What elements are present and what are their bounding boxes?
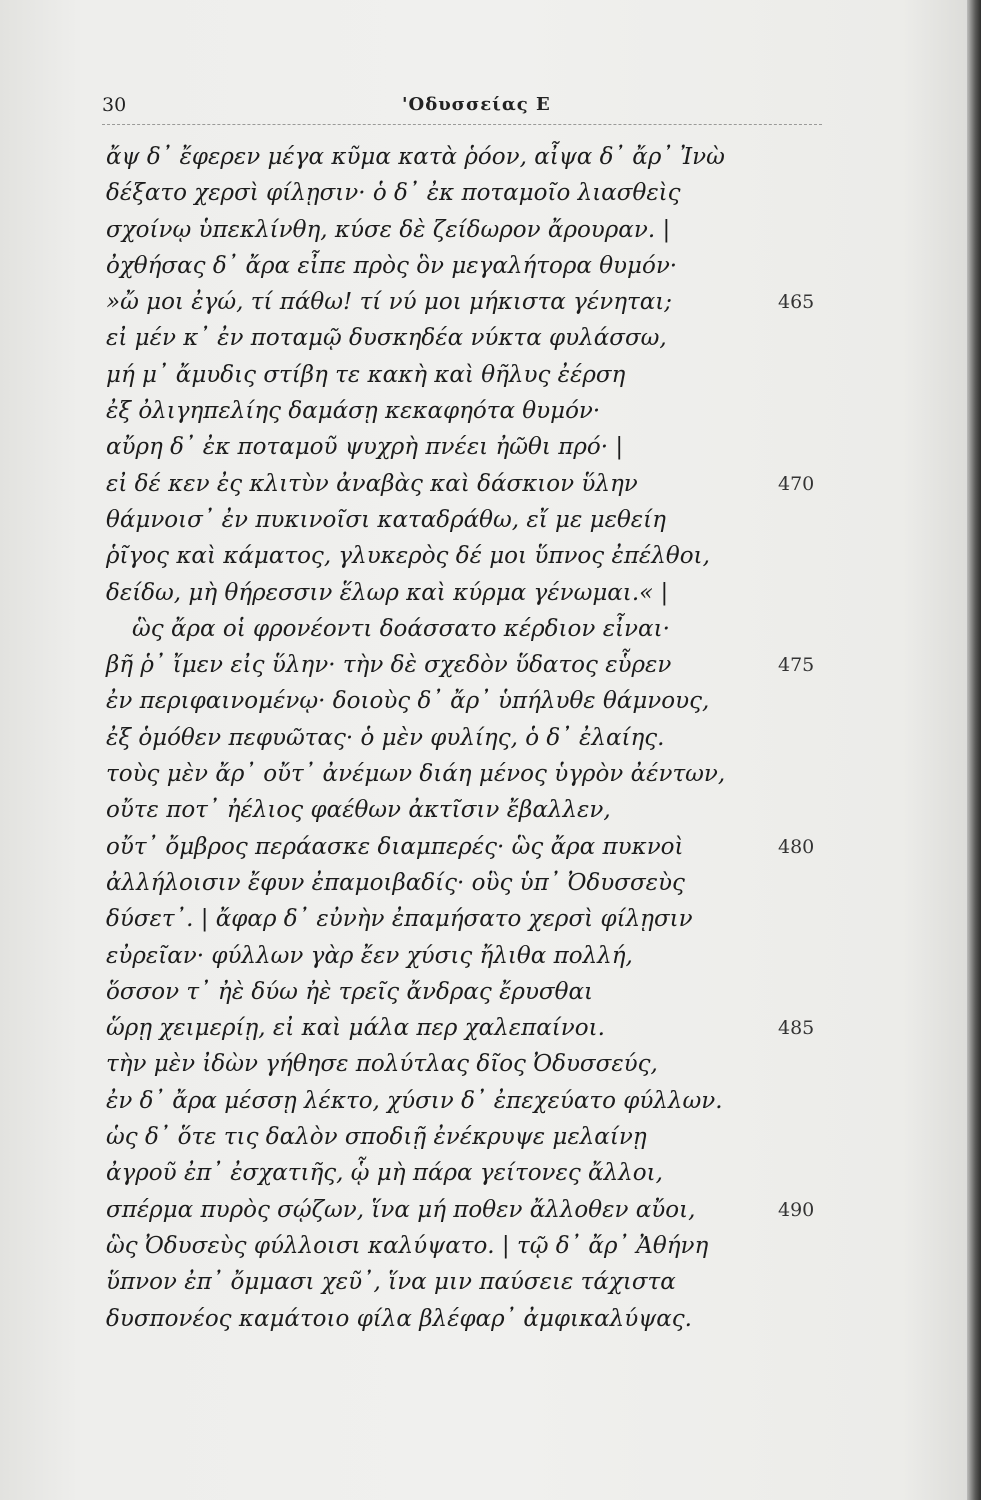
verse-line bbox=[106, 1010, 826, 1046]
verse-line bbox=[106, 502, 826, 538]
verse-text: ὕπνον ἐπ᾽ ὄμμασι χεῦ᾽, ἵνα μιν παύσειε τάχιστα bbox=[106, 1269, 676, 1296]
header-rule bbox=[102, 124, 822, 125]
verse-text: ὅσσον τ᾽ ἠὲ δύω ἠὲ τρεῖς ἄνδρας ἔρυσθαι bbox=[106, 978, 594, 1005]
verse-text: ἐν περιφαινομένῳ· δοιοὺς δ᾽ ἄρ᾽ ὑπήλυθε θάμνους, bbox=[106, 688, 710, 715]
verse-line bbox=[106, 611, 826, 647]
verse-text: εὐρεῖαν· φύλλων γὰρ ἔεν χύσις ἤλιθα πολλή, bbox=[106, 942, 633, 969]
verse-line bbox=[106, 1301, 826, 1337]
verse-text: ἐξ ὁμόθεν πεφυῶτας· ὁ μὲν φυλίης, ὁ δ᾽ ἐλαίης. bbox=[106, 724, 665, 751]
verse-text: αὔρη δ᾽ ἐκ ποταμοῦ ψυχρὴ πνέει ἠῶθι πρό· | bbox=[106, 434, 624, 461]
running-head bbox=[102, 94, 822, 124]
verse-text: οὔτ᾽ ὄμβρος περάασκε διαμπερές· ὣς ἄρα πυκνοὶ bbox=[106, 833, 684, 860]
verse-text: μή μ᾽ ἄμυδις στίβη τε κακὴ καὶ θῆλυς ἐέρση bbox=[106, 361, 626, 388]
verse-text: ῥῖγος καὶ κάματος, γλυκερὸς δέ μοι ὕπνος ἐπέλθοι, bbox=[106, 543, 710, 570]
verse-text: εἰ μέν κ᾽ ἐν ποταμῷ δυσκηδέα νύκτα φυλάσσω, bbox=[106, 325, 667, 352]
verse-text: δέξατο χερσὶ φίλῃσιν· ὁ δ᾽ ἐκ ποταμοῖο λιασθεὶς bbox=[106, 180, 681, 207]
verse-list bbox=[106, 139, 826, 1337]
verse-text: ἀλλήλοισιν ἔφυν ἐπαμοιβαδίς· οὓς ὑπ᾽ Ὀδυσσεὺς bbox=[106, 869, 685, 896]
verse-line bbox=[106, 212, 826, 248]
verse-text: ἐν δ᾽ ἄρα μέσσῃ λέκτο, χύσιν δ᾽ ἐπεχεύατο φύλλων. bbox=[106, 1087, 723, 1114]
verse-text: δύσετ᾽. | ἄφαρ δ᾽ εὐνὴν ἐπαμήσατο χερσὶ φίλῃσιν bbox=[106, 906, 693, 933]
verse-text: δείδω, μὴ θήρεσσιν ἕλωρ καὶ κύρμα γένωμαι.« | bbox=[106, 579, 669, 606]
line-number: 490 bbox=[778, 1198, 815, 1221]
line-number: 485 bbox=[778, 1017, 815, 1040]
verse-line bbox=[106, 284, 826, 320]
verse-line bbox=[106, 429, 826, 465]
verse-line bbox=[106, 1155, 826, 1191]
verse-line bbox=[106, 320, 826, 356]
verse-text: οὔτε ποτ᾽ ἠέλιος φαέθων ἀκτῖσιν ἔβαλλεν, bbox=[106, 797, 611, 824]
verse-text: ὡς δ᾽ ὅτε τις δαλὸν σποδιῇ ἐνέκρυψε μελαίνῃ bbox=[106, 1124, 647, 1151]
verse-line bbox=[106, 1046, 826, 1082]
line-number: 470 bbox=[778, 472, 815, 495]
verse-line bbox=[106, 792, 826, 828]
verse-text: »ὤ μοι ἐγώ, τί πάθω! τί νύ μοι μήκιστα γένηται; bbox=[106, 289, 673, 316]
verse-line bbox=[106, 466, 826, 502]
running-head-title: 'Οδυσσείας Ε bbox=[402, 94, 551, 115]
verse-line bbox=[106, 683, 826, 719]
verse-text: ἐξ ὀλιγηπελίης δαμάσῃ κεκαφηότα θυμόν· bbox=[106, 398, 601, 425]
verse-line bbox=[106, 1228, 826, 1264]
verse-text: δυσπονέος καμάτοιο φίλα βλέφαρ᾽ ἀμφικαλύψας. bbox=[106, 1305, 692, 1332]
verse-line bbox=[106, 393, 826, 429]
verse-line bbox=[106, 720, 826, 756]
verse-text: θάμνοισ᾽ ἐν πυκινοῖσι καταδράθω, εἴ με μεθείη bbox=[106, 506, 666, 533]
verse-line bbox=[106, 357, 826, 393]
page-number: 30 bbox=[102, 94, 127, 116]
verse-text: ὣς ἄρα οἱ φρονέοντι δοάσσατο κέρδιον εἶναι· bbox=[132, 615, 670, 642]
verse-text: ἀγροῦ ἐπ᾽ ἐσχατιῆς, ᾧ μὴ πάρα γείτονες ἄλλοι, bbox=[106, 1160, 663, 1187]
verse-line bbox=[106, 901, 826, 937]
verse-line bbox=[106, 829, 826, 865]
verse-line bbox=[106, 756, 826, 792]
verse-line bbox=[106, 974, 826, 1010]
verse-line bbox=[106, 865, 826, 901]
verse-line bbox=[106, 538, 826, 574]
line-number: 465 bbox=[778, 291, 815, 314]
verse-text: τοὺς μὲν ἄρ᾽ οὔτ᾽ ἀνέμων διάη μένος ὑγρὸν ἀέντων, bbox=[106, 761, 726, 788]
verse-text: τὴν μὲν ἰδὼν γήθησε πολύτλας δῖος Ὀδυσσεύς, bbox=[106, 1051, 658, 1078]
verse-text: ὀχθήσας δ᾽ ἄρα εἶπε πρὸς ὃν μεγαλήτορα θυμόν· bbox=[106, 252, 678, 279]
page-edge-shadow bbox=[967, 0, 981, 1500]
verse-line bbox=[106, 175, 826, 211]
verse-line bbox=[106, 1192, 826, 1228]
verse-text: βῆ ῥ᾽ ἴμεν εἰς ὕλην· τὴν δὲ σχεδὸν ὕδατος εὗρεν bbox=[106, 652, 672, 679]
verse-text: εἰ δέ κεν ἐς κλιτὺν ἀναβὰς καὶ δάσκιον ὕλην bbox=[106, 470, 638, 497]
line-number: 480 bbox=[778, 835, 815, 858]
verse-text: ὣς Ὀδυσεὺς φύλλοισι καλύψατο. | τῷ δ᾽ ἄρ᾽ Ἀθήνη bbox=[106, 1232, 709, 1259]
verse-text: ὥρῃ χειμερίῃ, εἰ καὶ μάλα περ χαλεπαίνοι. bbox=[106, 1015, 605, 1042]
verse-line bbox=[106, 248, 826, 284]
verse-line bbox=[106, 1083, 826, 1119]
verse-line bbox=[106, 647, 826, 683]
verse-text: σπέρμα πυρὸς σῴζων, ἵνα μή ποθεν ἄλλοθεν αὔοι, bbox=[106, 1196, 696, 1223]
verse-text: σχοίνῳ ὑπεκλίνθη, κύσε δὲ ζείδωρον ἄρουραν. | bbox=[106, 216, 671, 243]
verse-line bbox=[106, 139, 826, 175]
verse-line bbox=[106, 575, 826, 611]
verse-line bbox=[106, 938, 826, 974]
verse-line bbox=[106, 1264, 826, 1300]
verse-line bbox=[106, 1119, 826, 1155]
verse-text: ἄψ δ᾽ ἔφερεν μέγα κῦμα κατὰ ῥόον, αἶψα δ᾽ ἄρ᾽ Ἰνὼ bbox=[106, 144, 725, 170]
line-number: 475 bbox=[778, 654, 815, 677]
